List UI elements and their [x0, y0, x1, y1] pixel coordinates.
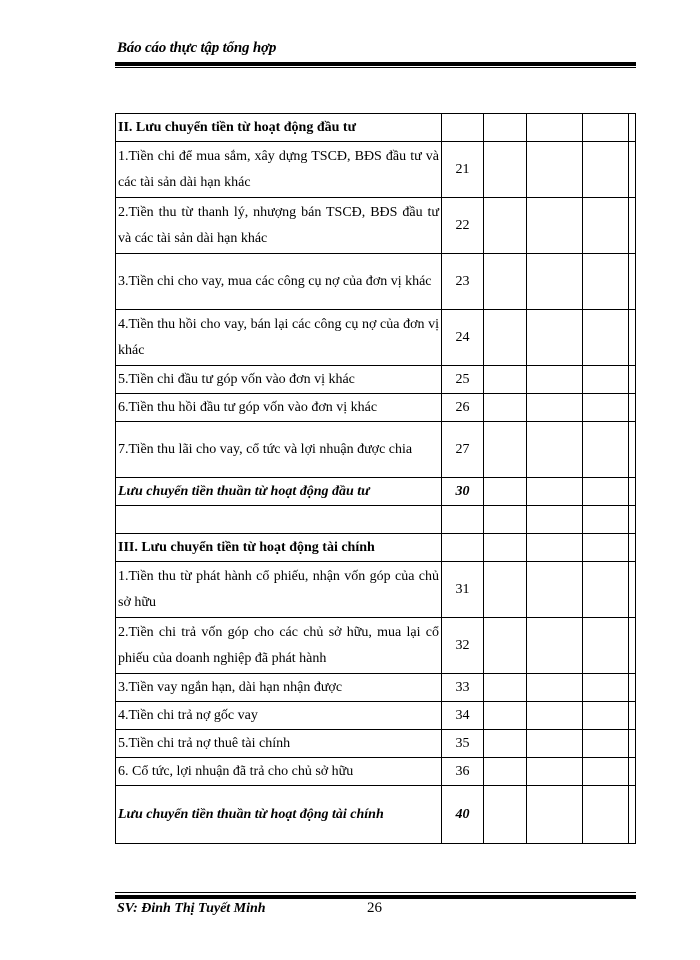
- table-row: [116, 310, 636, 366]
- value-cell: [527, 618, 583, 674]
- value-cell: [527, 562, 583, 618]
- value-cell: [629, 730, 636, 758]
- value-cell: [583, 310, 629, 366]
- value-cell: [583, 702, 629, 730]
- row-code: 34: [442, 702, 484, 730]
- header-rule-thin: [115, 67, 636, 68]
- value-cell: [527, 758, 583, 786]
- value-cell: [527, 114, 583, 142]
- row-code: 31: [442, 562, 484, 618]
- table-row: [116, 478, 636, 506]
- row-description: 2.Tiền chi trả vốn góp cho các chủ sở hữu, mua lại cổ phiếu của doanh nghiệp đã phát hành: [116, 618, 442, 674]
- row-description: 1.Tiền chi để mua sắm, xây dựng TSCĐ, BĐS đầu tư và các tài sản dài hạn khác: [116, 142, 442, 198]
- table-row: [116, 702, 636, 730]
- value-cell: [583, 394, 629, 422]
- value-cell: [583, 758, 629, 786]
- row-description: 3.Tiền vay ngắn hạn, dài hạn nhận được: [116, 674, 442, 702]
- header-rule-thick: [115, 62, 636, 66]
- value-cell: [527, 478, 583, 506]
- value-cell: [484, 730, 527, 758]
- value-cell: [583, 786, 629, 844]
- value-cell: [484, 758, 527, 786]
- value-cell: [629, 618, 636, 674]
- table-row: [116, 534, 636, 562]
- row-description: 7.Tiền thu lãi cho vay, cổ tức và lợi nhuận được chia: [116, 422, 442, 478]
- row-description: 6.Tiền thu hồi đầu tư góp vốn vào đơn vị khác: [116, 394, 442, 422]
- value-cell: [629, 114, 636, 142]
- row-code: 27: [442, 422, 484, 478]
- row-description: 3.Tiền chi cho vay, mua các công cụ nợ của đơn vị khác: [116, 254, 442, 310]
- value-cell: [484, 702, 527, 730]
- value-cell: [484, 114, 527, 142]
- value-cell: [583, 422, 629, 478]
- row-code: 40: [442, 786, 484, 844]
- row-code: 33: [442, 674, 484, 702]
- row-description: [116, 506, 442, 534]
- student-name: SV: Đinh Thị Tuyết Minh: [117, 901, 266, 916]
- value-cell: [484, 310, 527, 366]
- value-cell: [484, 478, 527, 506]
- table-row: [116, 394, 636, 422]
- table-row: [116, 730, 636, 758]
- value-cell: [583, 114, 629, 142]
- value-cell: [629, 310, 636, 366]
- value-cell: [629, 758, 636, 786]
- table-row: [116, 198, 636, 254]
- value-cell: [484, 534, 527, 562]
- value-cell: [527, 506, 583, 534]
- table-row: [116, 562, 636, 618]
- value-cell: [629, 366, 636, 394]
- row-code: 36: [442, 758, 484, 786]
- value-cell: [484, 254, 527, 310]
- value-cell: [629, 674, 636, 702]
- table-row: [116, 618, 636, 674]
- value-cell: [629, 478, 636, 506]
- row-code: [442, 114, 484, 142]
- value-cell: [527, 534, 583, 562]
- value-cell: [527, 786, 583, 844]
- value-cell: [629, 786, 636, 844]
- row-code: [442, 506, 484, 534]
- value-cell: [484, 198, 527, 254]
- row-code: 32: [442, 618, 484, 674]
- row-description: II. Lưu chuyển tiền từ hoạt động đầu tư: [116, 114, 442, 142]
- value-cell: [484, 618, 527, 674]
- row-description: 5.Tiền chi trả nợ thuê tài chính: [116, 730, 442, 758]
- row-code: 21: [442, 142, 484, 198]
- table-row: [116, 366, 636, 394]
- value-cell: [527, 394, 583, 422]
- table-row: [116, 142, 636, 198]
- row-code: 22: [442, 198, 484, 254]
- value-cell: [629, 198, 636, 254]
- value-cell: [583, 478, 629, 506]
- value-cell: [583, 142, 629, 198]
- row-description: 1.Tiền thu từ phát hành cổ phiếu, nhận vốn góp của chủ sở hữu: [116, 562, 442, 618]
- row-code: [442, 534, 484, 562]
- value-cell: [583, 674, 629, 702]
- value-cell: [583, 618, 629, 674]
- value-cell: [629, 254, 636, 310]
- value-cell: [484, 394, 527, 422]
- value-cell: [527, 198, 583, 254]
- row-description: 5.Tiền chi đầu tư góp vốn vào đơn vị khác: [116, 366, 442, 394]
- value-cell: [484, 786, 527, 844]
- value-cell: [583, 366, 629, 394]
- value-cell: [484, 142, 527, 198]
- value-cell: [527, 702, 583, 730]
- table-row: [116, 254, 636, 310]
- value-cell: [527, 310, 583, 366]
- row-description: 4.Tiền thu hồi cho vay, bán lại các công cụ nợ của đơn vị khác: [116, 310, 442, 366]
- value-cell: [484, 366, 527, 394]
- row-code: 35: [442, 730, 484, 758]
- value-cell: [527, 674, 583, 702]
- table-row: [116, 422, 636, 478]
- report-header-title: Báo cáo thực tập tổng hợp: [117, 40, 277, 56]
- row-description: III. Lưu chuyển tiền từ hoạt động tài chính: [116, 534, 442, 562]
- footer-rule-thick: [115, 895, 636, 899]
- row-description: Lưu chuyển tiền thuần từ hoạt động tài chính: [116, 786, 442, 844]
- table-row: [116, 506, 636, 534]
- value-cell: [583, 506, 629, 534]
- value-cell: [629, 702, 636, 730]
- table-row: [116, 114, 636, 142]
- row-code: 23: [442, 254, 484, 310]
- value-cell: [629, 142, 636, 198]
- value-cell: [484, 506, 527, 534]
- value-cell: [629, 422, 636, 478]
- value-cell: [527, 254, 583, 310]
- value-cell: [583, 254, 629, 310]
- value-cell: [484, 422, 527, 478]
- value-cell: [583, 198, 629, 254]
- row-description: 6. Cổ tức, lợi nhuận đã trả cho chủ sở hữu: [116, 758, 442, 786]
- row-description: 4.Tiền chi trả nợ gốc vay: [116, 702, 442, 730]
- value-cell: [527, 730, 583, 758]
- value-cell: [527, 366, 583, 394]
- value-cell: [629, 506, 636, 534]
- row-code: 30: [442, 478, 484, 506]
- value-cell: [484, 562, 527, 618]
- value-cell: [527, 422, 583, 478]
- cash-flow-table: [115, 113, 636, 844]
- table-row: [116, 758, 636, 786]
- value-cell: [484, 674, 527, 702]
- table-row: [116, 786, 636, 844]
- value-cell: [583, 534, 629, 562]
- value-cell: [583, 730, 629, 758]
- row-code: 26: [442, 394, 484, 422]
- value-cell: [527, 142, 583, 198]
- value-cell: [629, 562, 636, 618]
- page-number: 26: [367, 900, 382, 916]
- value-cell: [583, 562, 629, 618]
- row-description: 2.Tiền thu từ thanh lý, nhượng bán TSCĐ, BĐS đầu tư và các tài sản dài hạn khác: [116, 198, 442, 254]
- value-cell: [629, 534, 636, 562]
- row-code: 24: [442, 310, 484, 366]
- value-cell: [629, 394, 636, 422]
- table-row: [116, 674, 636, 702]
- footer-rule-thin: [115, 892, 636, 893]
- row-code: 25: [442, 366, 484, 394]
- row-description: Lưu chuyển tiền thuần từ hoạt động đầu tư: [116, 478, 442, 506]
